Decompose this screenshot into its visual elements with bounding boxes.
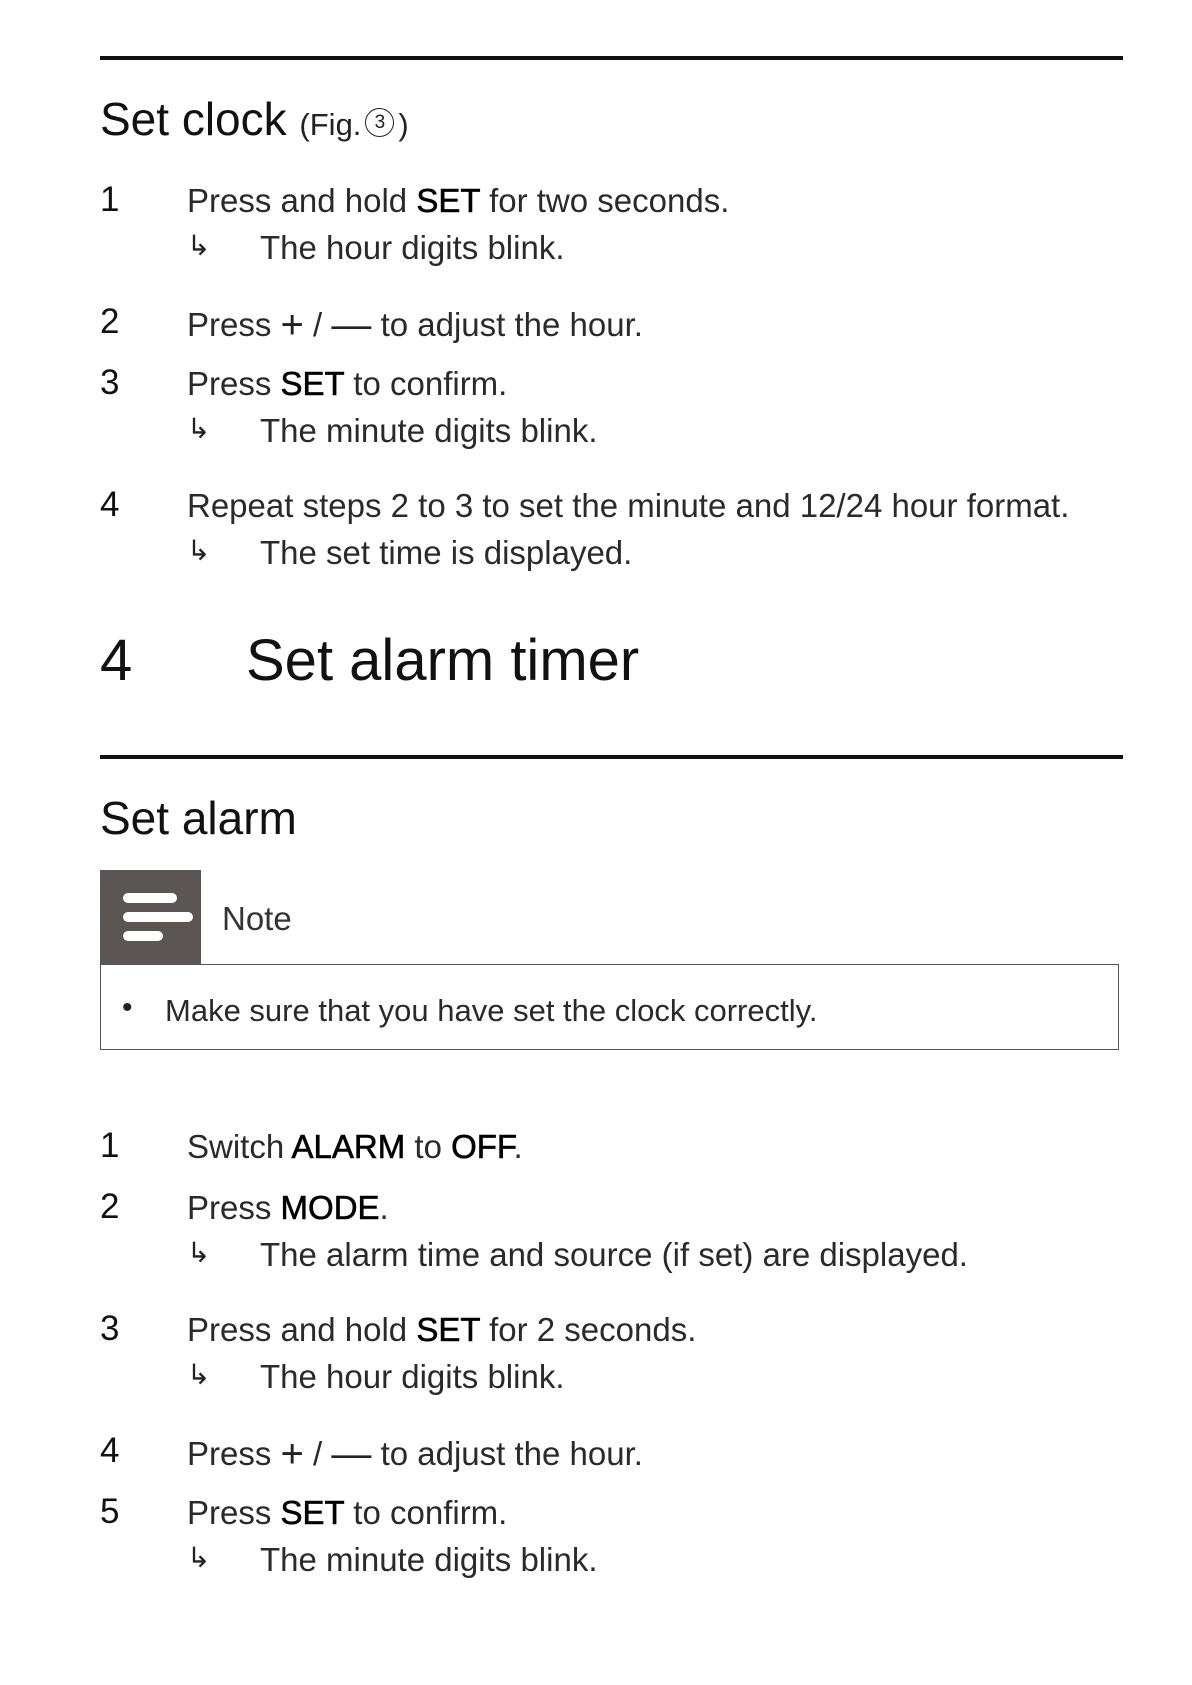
- key-off: OFF: [451, 1128, 514, 1165]
- key-set: SET: [280, 1494, 345, 1531]
- section-rule-top: [100, 56, 1123, 60]
- alarm-step-1-number: 1: [100, 1126, 120, 1165]
- alarm-step-1-text: Switch ALARM to OFF.: [187, 1128, 523, 1165]
- set-clock-heading: [100, 93, 409, 145]
- key-set: SET: [416, 1311, 480, 1348]
- clock-step-1-result: The hour digits blink.: [260, 229, 565, 266]
- clock-step-4-text: Repeat steps 2 to 3 to set the minute and 12/24 hour format.: [187, 487, 1070, 524]
- alarm-step-2-result: The alarm time and source (if set) are displayed.: [260, 1236, 968, 1273]
- result-arrow-icon: ↳: [187, 1237, 211, 1268]
- note-text: Make sure that you have set the clock correctly.: [165, 993, 818, 1028]
- clock-step-3-number: 3: [100, 363, 120, 402]
- alarm-step-3-number: 3: [100, 1309, 120, 1348]
- alarm-step-2-text: Press MODE.: [187, 1189, 389, 1226]
- result-arrow-icon: ↳: [187, 230, 211, 261]
- plus-icon: +: [280, 303, 304, 347]
- alarm-step-5-result: The minute digits blink.: [260, 1541, 598, 1578]
- alarm-step-5-number: 5: [100, 1492, 120, 1531]
- alarm-step-4-number: 4: [100, 1431, 120, 1470]
- result-arrow-icon: ↳: [187, 1542, 211, 1573]
- note-label: Note: [222, 900, 292, 937]
- minus-icon: —: [331, 303, 372, 347]
- clock-step-1-text: Press and hold SET for two seconds.: [187, 182, 730, 219]
- set-clock-title: Set clock: [100, 93, 287, 145]
- key-set: SET: [416, 182, 480, 219]
- clock-step-3-result: The minute digits blink.: [260, 412, 598, 449]
- key-alarm: ALARM: [291, 1128, 406, 1165]
- minus-icon: —: [331, 1432, 372, 1476]
- note-lines-icon: [100, 870, 201, 964]
- section-rule-alarm: [100, 755, 1123, 759]
- chapter-heading: [100, 628, 640, 693]
- key-set: SET: [280, 365, 345, 402]
- result-arrow-icon: ↳: [187, 535, 211, 566]
- alarm-step-3-result: The hour digits blink.: [260, 1358, 565, 1395]
- fig-reference: (Fig. 3 ): [299, 107, 409, 142]
- chapter-title: Set alarm timer: [246, 628, 640, 693]
- alarm-step-5-text: Press SET to confirm.: [187, 1494, 508, 1531]
- clock-step-4-result: The set time is displayed.: [260, 534, 633, 571]
- plus-icon: +: [280, 1432, 304, 1476]
- key-mode: MODE: [280, 1189, 380, 1226]
- clock-step-3-text: Press SET to confirm.: [187, 365, 508, 402]
- alarm-step-3-text: Press and hold SET for 2 seconds.: [187, 1311, 697, 1348]
- chapter-number: 4: [100, 628, 133, 693]
- result-arrow-icon: ↳: [187, 1359, 211, 1390]
- clock-step-2-text: Press + / — to adjust the hour.: [187, 303, 643, 347]
- clock-step-1-number: 1: [100, 180, 120, 219]
- alarm-step-4-text: Press + / — to adjust the hour.: [187, 1432, 643, 1476]
- note-bullet: •: [122, 991, 133, 1024]
- alarm-step-2-number: 2: [100, 1187, 120, 1226]
- clock-step-2-number: 2: [100, 302, 120, 341]
- clock-step-4-number: 4: [100, 485, 120, 524]
- set-alarm-title: Set alarm: [100, 792, 297, 844]
- result-arrow-icon: ↳: [187, 413, 211, 444]
- fig-number-circle: 3: [365, 108, 394, 137]
